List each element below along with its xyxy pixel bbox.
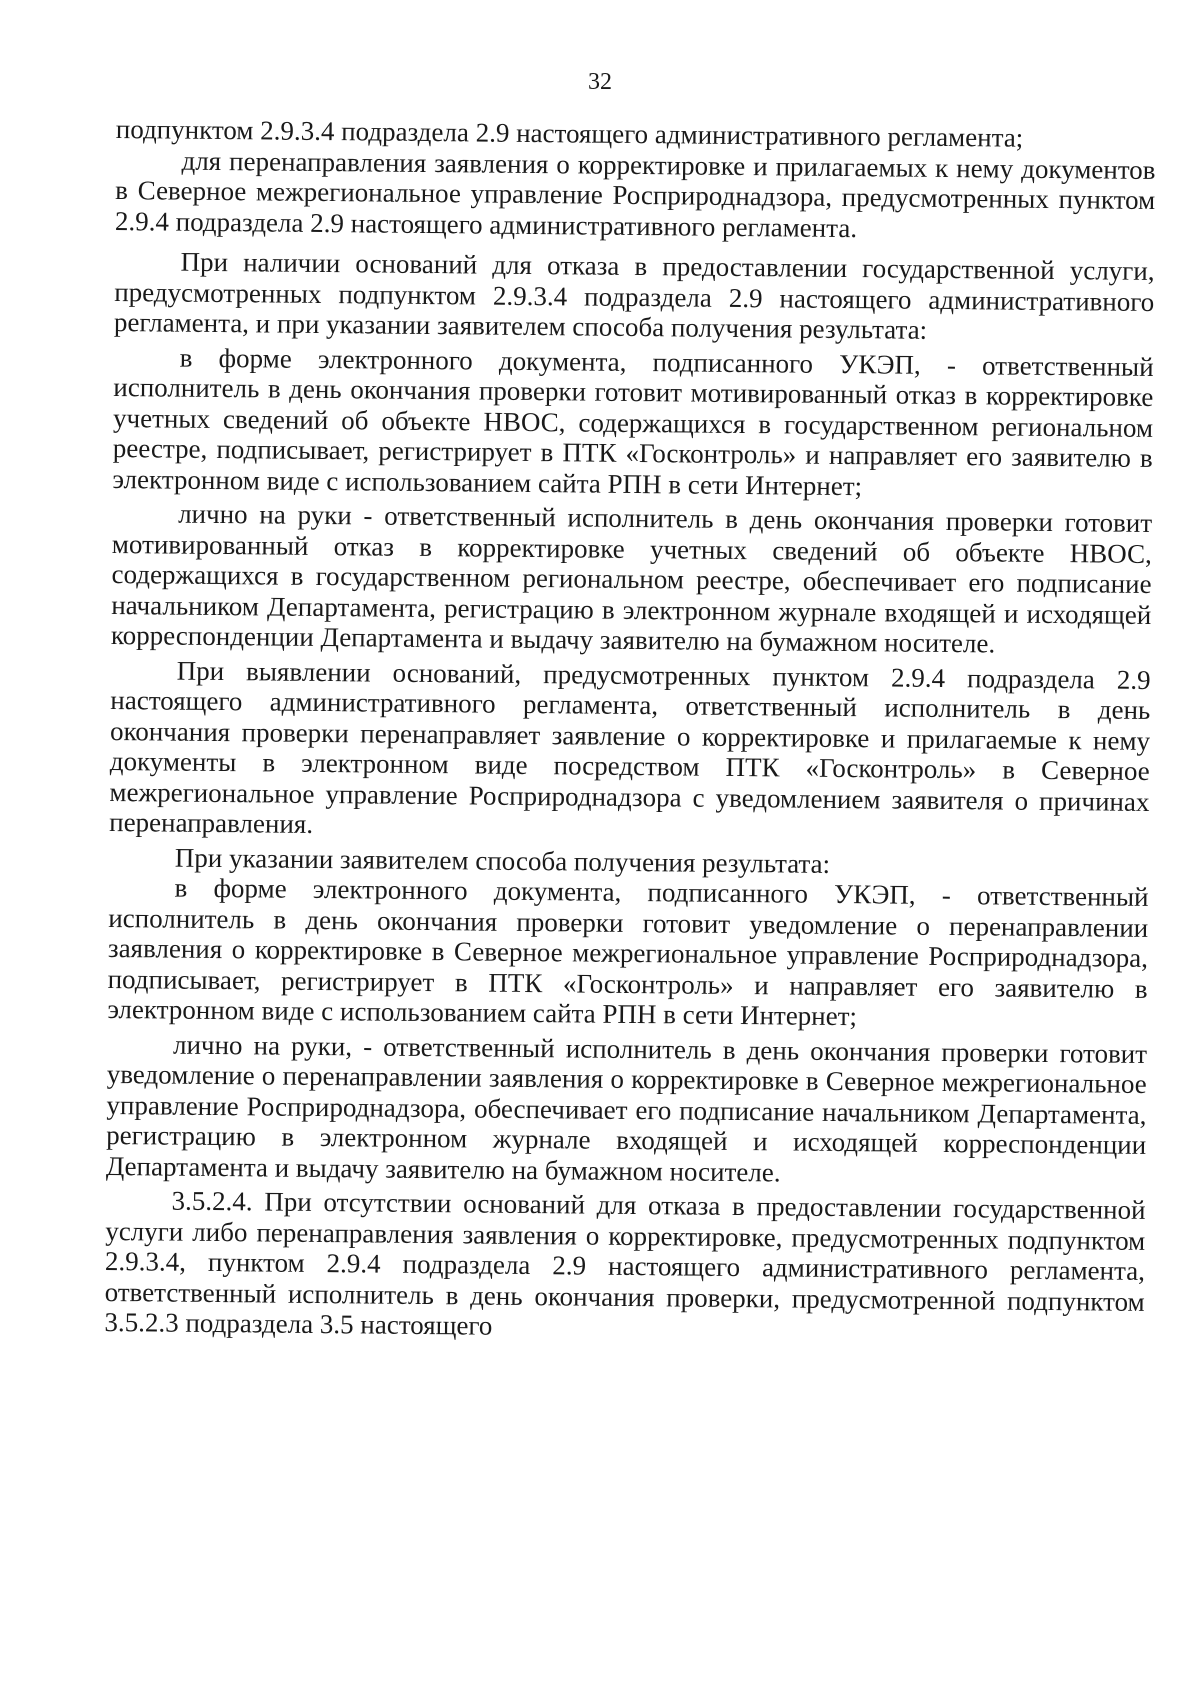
paragraph-9: лично на руки, - ответственный исполнитель в день окончания проверки готовит уведомление о перенаправлении заявления о корректировке в Северное межрегиональное управление Росприроднадзора, обеспечивает его подписание начальником Департамента, регистрацию в электронном журнале входящей и исходящей корреспонденции Департамента и выдачу заявителю на бумажном носителе.: [105, 1029, 1148, 1187]
paragraph-2: для перенаправления заявления о корректировке и прилагаемых к нему документов в Северное межрегиональное управление Росприроднадзора, предусмотренных пунктом 2.9.4 подраздела 2.9 настоящего административного регламента.: [114, 145, 1156, 243]
paragraph-10: 3.5.2.4. При отсутствии оснований для отказа в предоставлении государственной услуги либо перенаправления заявления о корректировке, предусмотренных подпунктом 2.9.3.4, пунктом 2.9.4 подраздела 2.9 настоящего административного регламента, ответственный исполнитель в день окончания проверки, предусмотренной подпунктом 3.5.2.3 подраздела 3.5 настоящего: [104, 1185, 1146, 1341]
paragraph-6: При выявлении оснований, предусмотренных пунктом 2.9.4 подраздела 2.9 настоящего административного регламента, ответственный исполнитель в день окончания проверки перенаправляет заявление о корректировке и прилагаемые к нему документы в электронном виде посредством ПТК «Госконтроль» в Северное межрегиональное управление Росприроднадзора с уведомлением заявителя о причинах перенаправления.: [109, 655, 1151, 839]
paragraph-4: в форме электронного документа, подписанного УКЭП, - ответственный исполнитель в день окончания проверки готовит мотивированный отказ в корректировке учетных сведений об объекте НВОС, содержащихся в государственном региональном реестре, подписывает, регистрирует в ПТК «Госконтроль» и направляет его заявителю в электронном виде с использованием сайта РПН в сети Интернет;: [112, 342, 1154, 501]
paragraph-5: лично на руки - ответственный исполнитель в день окончания проверки готовит мотивированный отказ в корректировке учетных сведений об объекте НВОС, содержащихся в государственном региональном реестре, обеспечивает его подписание начальником Департамента, регистрацию в электронном журнале входящей и исходящей корреспонденции Департамента и выдачу заявителю на бумажном носителе.: [110, 498, 1153, 659]
paragraph-7: При указании заявителем способа получения результата:: [174, 842, 831, 879]
page-number: 32: [588, 69, 612, 95]
paragraph-8: в форме электронного документа, подписанного УКЭП, - ответственный исполнитель в день окончания проверки готовит уведомление о перенаправлении заявления о корректировке в Северное межрегиональное управление Росприроднадзора, подписывает, регистрирует в ПТК «Госконтроль» и направляет его заявителю в электронном виде с использованием сайта РПН в сети Интернет;: [107, 872, 1149, 1032]
paragraph-1: подпунктом 2.9.3.4 подраздела 2.9 настоящего административного регламента;: [115, 114, 1024, 153]
paragraph-3: При наличии оснований для отказа в предоставлении государственной услуги, предусмотренных подпунктом 2.9.3.4 подраздела 2.9 настоящего административного регламента, и при указании заявителем способа получения результата:: [113, 246, 1155, 345]
document-body: [104, 114, 1156, 1347]
